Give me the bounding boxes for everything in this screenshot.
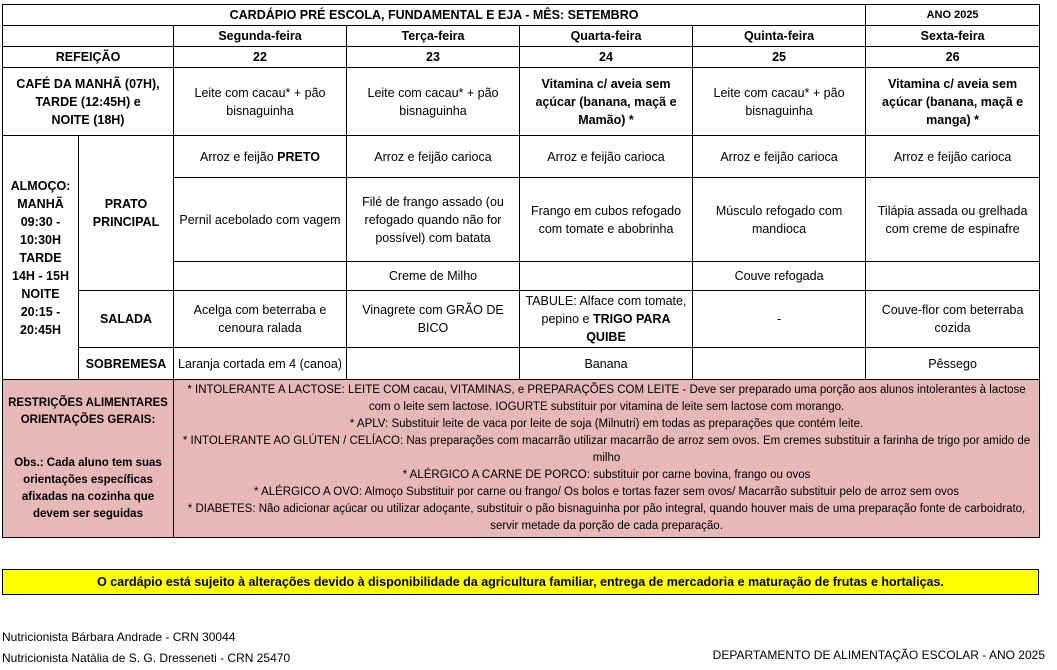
salada-friday: Couve-flor com beterraba cozida — [866, 291, 1040, 348]
cafe-thursday: Leite com cacau* + pão bisnaguinha — [693, 68, 866, 136]
almoco-label: ALMOÇO: MANHÃ 09:30 - 10:30H TARDE 14H - 15H NOITE 20:15 - 20:45H — [3, 136, 79, 380]
restricoes-title: RESTRIÇÕES ALIMENTARES ORIENTAÇÕES GERAIS: — [8, 396, 168, 426]
arroz-monday-bold: PRETO — [277, 149, 320, 164]
day-date-monday: 22 — [174, 47, 347, 68]
restricao-diabetes: * DIABETES: Não adicionar açúcar ou utilizar adoçante, substituir o pão bisnaguinha por pão integral, quando houver mais de uma preparação fonte de carboidrato, servir metade da porção de cada preparação. — [187, 503, 1026, 532]
arroz-monday-text: Arroz e feijão — [200, 149, 278, 164]
menu-year: ANO 2025 — [866, 5, 1040, 26]
menu-table — [2, 4, 1040, 538]
sobremesa-thursday — [693, 348, 866, 380]
arroz-friday: Arroz e feijão carioca — [866, 136, 1040, 178]
arroz-monday — [174, 136, 347, 178]
salada-wednesday-bold: TRIGO PARA QUIBE — [586, 312, 671, 344]
day-name-thursday: Quinta-feira — [693, 26, 866, 47]
day-date-thursday: 25 — [693, 47, 866, 68]
arroz-wednesday: Arroz e feijão carioca — [520, 136, 693, 178]
refeicao-label: REFEIÇÃO — [3, 47, 174, 68]
sobremesa-label: SOBREMESA — [79, 348, 174, 380]
day-date-friday: 26 — [866, 47, 1040, 68]
salada-label: SALADA — [79, 291, 174, 348]
extra-monday — [174, 262, 347, 291]
restricao-porco: * ALÉRGICO A CARNE DE PORCO: substituir por carne bovina, frango ou ovos — [402, 469, 811, 481]
sobremesa-friday: Pêssego — [866, 348, 1040, 380]
prato-tuesday: Filé de frango assado (ou refogado quando não for possível) com batata — [347, 178, 520, 262]
restricao-ovo: * ALÉRGICO A OVO: Almoço Substituir por carne ou frango/ Os bolos e tortas fazer sem ovos/ Macarrão substituir pelo de arroz sem ovos — [254, 486, 960, 498]
cafe-monday: Leite com cacau* + pão bisnaguinha — [174, 68, 347, 136]
extra-wednesday — [520, 262, 693, 291]
arroz-thursday: Arroz e feijão carioca — [693, 136, 866, 178]
day-name-wednesday: Quarta-feira — [520, 26, 693, 47]
salada-wednesday — [520, 291, 693, 348]
prato-monday: Pernil acebolado com vagem — [174, 178, 347, 262]
notice-banner: O cardápio está sujeito à alterações devido à disponibilidade da agricultura familiar, entrega de mercadoria e maturação de frutas e hortaliças. — [2, 569, 1039, 595]
day-date-tuesday: 23 — [347, 47, 520, 68]
extra-friday — [866, 262, 1040, 291]
extra-thursday: Couve refogada — [693, 262, 866, 291]
cafe-tuesday: Leite com cacau* + pão bisnaguinha — [347, 68, 520, 136]
empty-header-cell — [3, 26, 174, 47]
cafe-label: CAFÉ DA MANHÃ (07H), TARDE (12:45H) e NOITE (18H) — [3, 68, 174, 136]
salada-thursday: - — [693, 291, 866, 348]
prato-friday: Tilápia assada ou grelhada com creme de espinafre — [866, 178, 1040, 262]
nutricionista-1: Nutricionista Bárbara Andrade - CRN 30044 — [2, 630, 236, 644]
day-name-monday: Segunda-feira — [174, 26, 347, 47]
restricao-gluten: * INTOLERANTE AO GLÚTEN / CELÍACO: Nas preparações com macarrão utilizar macarrão de arroz sem ovos. Em cremes substituir a farinha de trigo por amido de milho — [182, 435, 1031, 464]
restricoes-obs: Obs.: Cada aluno tem suas orientações específicas afixadas na cozinha que devem ser seguidas — [14, 456, 162, 520]
sobremesa-monday: Laranja cortada em 4 (canoa) — [174, 348, 347, 380]
salada-monday: Acelga com beterraba e cenoura ralada — [174, 291, 347, 348]
day-name-tuesday: Terça-feira — [347, 26, 520, 47]
restricao-aplv: * APLV: Substituir leite de vaca por leite de soja (Milnutri) em todas as preparações que contém leite. — [349, 418, 864, 430]
extra-tuesday: Creme de Milho — [347, 262, 520, 291]
salada-wednesday-text: TABULE: Alface com tomate, pepino e — [525, 294, 687, 326]
cafe-wednesday: Vitamina c/ aveia sem açúcar (banana, maçã e Mamão) * — [520, 68, 693, 136]
arroz-tuesday: Arroz e feijão carioca — [347, 136, 520, 178]
day-name-friday: Sexta-feira — [866, 26, 1040, 47]
prato-principal-label: PRATO PRINCIPAL — [79, 136, 174, 291]
cafe-friday: Vitamina c/ aveia sem açúcar (banana, maçã e manga) * — [866, 68, 1040, 136]
department-label: DEPARTAMENTO DE ALIMENTAÇÃO ESCOLAR - ANO 2025 — [712, 648, 1045, 662]
sobremesa-tuesday — [347, 348, 520, 380]
restricao-lactose: * INTOLERANTE A LACTOSE: LEITE COM cacau, VITAMINAS, e PREPARAÇÕES COM LEITE - Deve ser preparado uma porção aos alunos intolerantes à lactose com o leite sem lactose. IOGURTE substituir por vitamina de leite sem lactose com morango. — [187, 384, 1026, 413]
prato-thursday: Músculo refogado com mandioca — [693, 178, 866, 262]
prato-wednesday: Frango em cubos refogado com tomate e abobrinha — [520, 178, 693, 262]
nutricionista-2: Nutricionista Natália de S. G. Dresseneti - CRN 25470 — [2, 651, 291, 665]
menu-title: CARDÁPIO PRÉ ESCOLA, FUNDAMENTAL E EJA - MÊS: SETEMBRO — [3, 5, 866, 26]
restricoes-side — [3, 380, 174, 538]
sobremesa-wednesday: Banana — [520, 348, 693, 380]
salada-tuesday: Vinagrete com GRÃO DE BICO — [347, 291, 520, 348]
day-date-wednesday: 24 — [520, 47, 693, 68]
restricoes-body — [174, 380, 1040, 538]
